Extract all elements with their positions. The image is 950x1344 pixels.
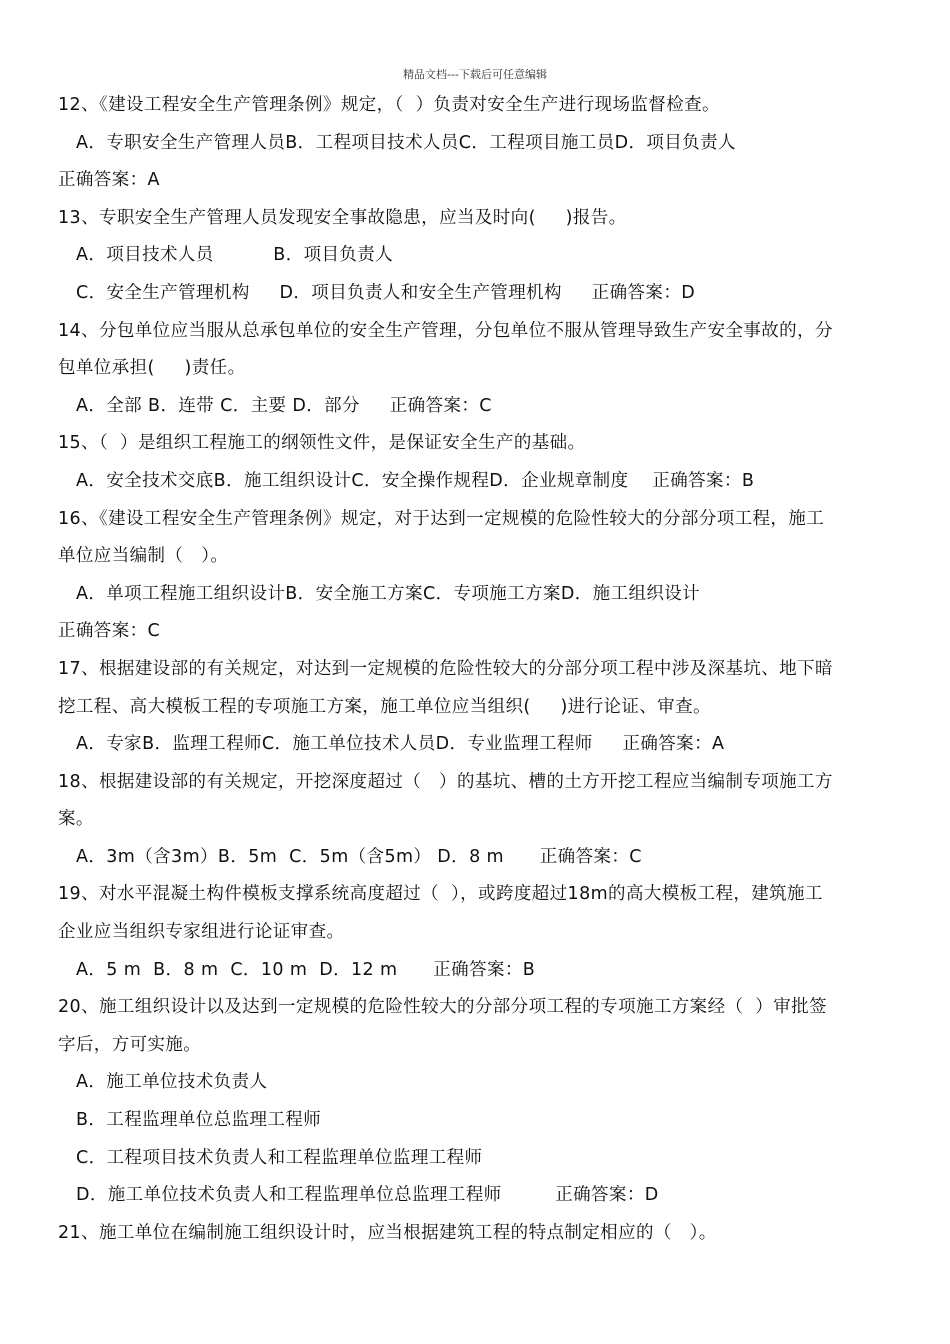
question-line: 17、根据建设部的有关规定，对达到一定规模的危险性较大的分部分项工程中涉及深基坑、地下暗: [58, 658, 833, 679]
question-line: 12、《建设工程安全生产管理条例》规定，（ ）负责对安全生产进行现场监督检查。: [58, 95, 720, 115]
answer-option-line: A．全部 B．连带 C．主要 D．部分 正确答案：C: [76, 395, 492, 416]
question-line: 正确答案：A: [58, 170, 160, 191]
answer-option-line: A．3m（含3m）B．5m C．5m（含5m） D．8 m 正确答案：C: [76, 846, 642, 867]
question-line: 15、（ ）是组织工程施工的纲领性文件，是保证安全生产的基础。: [58, 433, 586, 454]
answer-option-line: D．施工单位技术负责人和工程监理单位总监理工程师 正确答案：D: [76, 1185, 659, 1206]
question-line: 单位应当编制（ ）。: [58, 546, 229, 567]
answer-option-line: C．工程项目技术负责人和工程监理单位监理工程师: [76, 1147, 483, 1168]
answer-option-line: A．施工单位技术负责人: [76, 1072, 268, 1093]
answer-option-line: A．安全技术交底B．施工组织设计C．安全操作规程D．企业规章制度 正确答案：B: [76, 470, 755, 491]
answer-option-line: C．安全生产管理机构 D．项目负责人和安全生产管理机构 正确答案：D: [76, 282, 696, 303]
question-line: 案。: [58, 809, 94, 830]
question-line: 19、对水平混凝土构件模板支撑系统高度超过（ ），或跨度超过18m的高大模板工程，建筑施工: [58, 884, 823, 905]
page-header: 精品文档---下载后可任意编辑: [403, 68, 547, 81]
question-line: 20、施工组织设计以及达到一定规模的危险性较大的分部分项工程的专项施工方案经（ ）审批签: [58, 997, 827, 1018]
question-line: 包单位承担( )责任。: [58, 358, 246, 379]
question-line: 正确答案：C: [58, 621, 161, 642]
document-body: [58, 87, 898, 1252]
question-line: 13、专职安全生产管理人员发现安全事故隐患，应当及时向( )报告。: [58, 207, 627, 228]
answer-option-line: A．专家B．监理工程师C．施工单位技术人员D．专业监理工程师 正确答案：A: [76, 734, 725, 755]
question-line: 21、施工单位在编制施工组织设计时，应当根据建筑工程的特点制定相应的（ ）。: [58, 1222, 717, 1243]
answer-option-line: A．5 m B．8 m C．10 m D．12 m 正确答案：B: [76, 959, 536, 980]
question-line: 字后，方可实施。: [58, 1034, 202, 1055]
answer-option-line: B．工程监理单位总监理工程师: [76, 1110, 322, 1131]
question-line: 16、《建设工程安全生产管理条例》规定，对于达到一定规模的危险性较大的分部分项工程，施工: [58, 508, 825, 529]
answer-option-line: A．单项工程施工组织设计B．安全施工方案C．专项施工方案D．施工组织设计: [76, 583, 701, 604]
question-line: 企业应当组织专家组进行论证审查。: [58, 922, 345, 943]
question-line: 挖工程、高大模板工程的专项施工方案，施工单位应当组织( )进行论证、审查。: [58, 696, 711, 717]
question-line: 18、根据建设部的有关规定，开挖深度超过（ ）的基坑、槽的土方开挖工程应当编制专项施工方: [58, 771, 833, 792]
answer-option-line: A．专职安全生产管理人员B．工程项目技术人员C．工程项目施工员D．项目负责人: [76, 132, 736, 153]
answer-option-line: A．项目技术人员 B．项目负责人: [76, 245, 394, 266]
question-line: 14、分包单位应当服从总承包单位的安全生产管理，分包单位不服从管理导致生产安全事故的，分: [58, 320, 833, 341]
